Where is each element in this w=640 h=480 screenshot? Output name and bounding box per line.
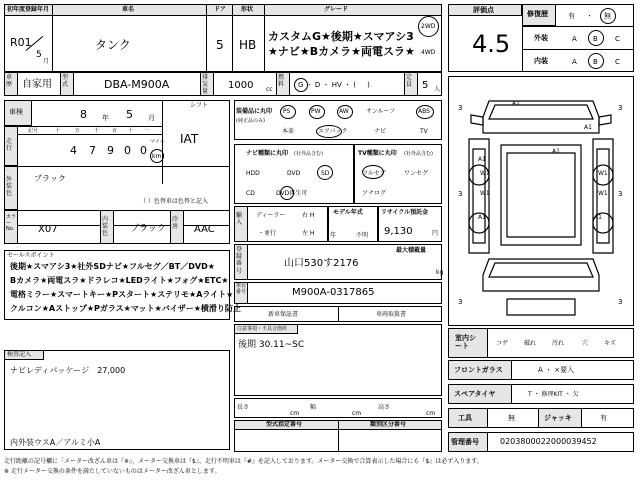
fuel-label: 燃料 (278, 74, 285, 89)
notes-line-1: ナビレディパッケージ 27,000 (10, 366, 126, 375)
mileage-header-ichi: 一 (144, 128, 150, 134)
tv-fullseg: フルセグ (362, 170, 386, 177)
jack-label: ジャッキ (544, 414, 572, 422)
score-value: 4.5 (472, 30, 511, 58)
exterior-note: （ ）色替車は色替と記入 (140, 198, 208, 205)
exterior-grade-a: A (572, 35, 577, 43)
mileage-digit-3: 9 (107, 144, 114, 157)
capacity-unit: 人 (434, 86, 441, 93)
equip-abs: ABS (418, 108, 430, 115)
spare-value: T ・ 修理KIT ・ 欠 (528, 391, 579, 398)
navi-dvd-play: DVD再生可 (276, 190, 308, 197)
drive-4wd: 4WD (421, 49, 436, 56)
dims-section (234, 398, 442, 418)
equip-sunroof: サンルーフ (366, 108, 396, 115)
inspection-month-unit: 月 (148, 114, 155, 122)
usage-label: 車歴 (6, 74, 13, 89)
spare-label: スペアタイヤ (454, 390, 496, 398)
diagram-a1-4: A1 (478, 156, 486, 163)
car-diagram (448, 76, 634, 326)
capacity-value: 5 (422, 80, 429, 91)
registration-label: 登録番号 (236, 246, 243, 275)
mileage-header-sen: 千 (94, 128, 100, 134)
interior-opt-koge: コゲ (496, 340, 509, 347)
displacement-value: 1000 (228, 80, 254, 91)
repair-label: 修復歴 (527, 10, 548, 18)
class-number-label: 類別区分番号 (370, 421, 407, 428)
inspection-year: 8 (80, 108, 87, 121)
equip-aw: AW (339, 108, 349, 115)
manage-no-label: 管理番号 (451, 438, 479, 446)
color-no-label: カラーNo. (6, 214, 17, 232)
mileage-digit-1: 4 (70, 144, 77, 157)
diagram-num-3: 3 (458, 190, 463, 198)
chassis-value: M900A-0317865 (292, 287, 375, 298)
import-left: 左 H (302, 230, 315, 237)
sales-line-2: Bカメラ★両電スラ★ドラレコ★LEDライト★フォグ★ETC★ (10, 276, 229, 285)
navi-sd: SD (321, 170, 330, 177)
footer-line-1: 走行距離の記号欄に「メーター改ざん車は『※』、メーター交換車は『$』、走行不明車は『#』を記入しております。メーター交換で合算表示した場合にも『$』は必ず入ります。 (4, 458, 483, 465)
diagram-w1-3: W1 (480, 190, 490, 197)
tv-oneseg: ワンセグ (404, 170, 429, 177)
tv-analog: アナログ (362, 190, 387, 197)
shift-label: シフト (190, 102, 209, 109)
car-name-label: 車名 (122, 6, 135, 13)
shape-value: HB (239, 38, 257, 52)
exterior-grade-c: C (615, 35, 620, 43)
diagram-w1-4: W1 (598, 190, 608, 197)
interior-grade-b: B (593, 58, 598, 66)
equip-airbag: エアバック (318, 128, 348, 135)
model-year-label: モデル年式 (333, 209, 363, 216)
dims-length: 長さ (237, 404, 250, 411)
registration-value: 山口530す2176 (284, 258, 359, 269)
history-line-1: 後期 30.11~SC (238, 340, 305, 350)
mileage-label: 走行 (6, 138, 13, 153)
tv-sub: (社外品含む) (404, 151, 433, 157)
sales-line-1: 後期★スマアシ3★社外SDナビ★フルセグ／BT／DVD★ (10, 262, 215, 271)
interior-opt-yogore: 汚れ (552, 340, 565, 347)
jack-value: 有 (600, 414, 607, 422)
manage-no-value: 0203800022000039452 (500, 437, 597, 446)
shape-label: 形状 (241, 6, 254, 13)
equipment-label: 装備品に丸印 (236, 108, 273, 115)
inspection-month: 5 (126, 108, 133, 121)
navi-sub: (社外品含む) (294, 151, 323, 157)
mileage-header-man: 万 (75, 128, 81, 134)
doors-value: 5 (216, 38, 224, 52)
usage-value: 自家用 (22, 79, 52, 90)
mileage-digit-2: 7 (89, 144, 96, 157)
mileage-unit-mile: マイル (150, 139, 165, 145)
navi-dvd: DVD (287, 170, 301, 177)
interior-grade-a: A (572, 58, 577, 66)
fuel-options: G ・ D ・ HV ・ ( ) (298, 81, 370, 89)
grade-line2: ★ナビ★Bカメラ★両電スラ★ (268, 45, 415, 58)
mileage-digit-4: 0 (124, 144, 131, 157)
diagram-num-4: 3 (618, 190, 623, 198)
grade-line1: カスタムG★後期★スマアシ3 (268, 30, 414, 43)
exterior-label: 外装色 (6, 176, 13, 198)
equipment-sub: (純正品のみ) (236, 118, 265, 124)
inspection-year-unit: 年 (102, 114, 109, 122)
diagram-a1-6: A1 (478, 214, 486, 221)
diagram-w1-1: W1 (480, 170, 490, 177)
inspection-section (4, 100, 230, 226)
color-no-value: X07 (38, 224, 58, 235)
warranty-label-1: 新車保証書 (268, 311, 299, 318)
diagram-w1-2: W1 (598, 170, 608, 177)
mileage-unit-km: km (152, 153, 162, 160)
max-load-label: 最大積載量 (396, 247, 427, 254)
repair-yes: 有 (568, 12, 575, 20)
mileage-header-mark: 記号 (28, 128, 39, 134)
diagram-num-5: 3 (458, 298, 463, 306)
score-label: 評価点 (473, 6, 494, 14)
interior-color-value: ブラック (130, 224, 166, 234)
max-load-unit: kg (436, 269, 444, 276)
model-year-unknown: 不明 (356, 232, 369, 239)
interior-color-label: 内装色 (102, 216, 109, 238)
dims-width: 幅 (310, 404, 317, 411)
equip-tv: TV (420, 128, 428, 135)
capacity-label: 定員 (406, 74, 413, 89)
interior-opt-kizu: キズ (604, 340, 616, 347)
mileage-digit-5: 0 (140, 144, 147, 157)
inspection-label: 車検 (9, 108, 23, 116)
interior-grade-label: 内装 (534, 57, 548, 65)
sales-points-label: セールスポイント (7, 252, 55, 259)
reg-month: 5 (36, 50, 42, 60)
navi-hdd: HDD (246, 170, 260, 177)
import-right: 右 H (302, 212, 315, 219)
dims-width-unit: cm (352, 410, 362, 417)
mileage-header-hyaku: 百 (112, 128, 118, 134)
reg-month-unit: 月 (43, 58, 50, 65)
recycle-unit: 円 (432, 230, 439, 237)
sales-line-3: 電格ミラー★スマートキー★Pスタート★ステリモ★Aライト★ (10, 290, 234, 299)
model-label: 型式 (62, 74, 69, 89)
diagram-num-6: 3 (618, 298, 623, 306)
diagram-a1-2: A1 (584, 124, 592, 131)
interior-grade-c: C (615, 58, 620, 66)
model-year-unit: 年 (330, 232, 337, 239)
equip-pw: PW (311, 108, 321, 115)
dims-height: 高さ (378, 404, 391, 411)
diagram-num-2: 3 (618, 104, 623, 112)
notes-section (4, 350, 230, 450)
equip-leather: 本革 (282, 128, 295, 135)
interior-opt-yabure: 破れ (524, 340, 537, 347)
notes-label: 検査記入 (7, 351, 32, 358)
exterior-grade-label: 外装 (534, 34, 548, 42)
repair-no: 無 (604, 12, 611, 20)
navi-label: ナビ種類に丸印 (246, 150, 289, 157)
tools-value: 無 (508, 414, 515, 422)
sales-line-4: クルコン★Aストップ★Pガラス★マット★バイザー★横滑り防止 (10, 304, 241, 313)
navi-cd: CD (246, 190, 255, 197)
warranty-label-2: 車両取扱書 (376, 311, 407, 318)
import-parallel: ・並行 (258, 230, 277, 237)
diagram-a1-3: A1 (552, 148, 560, 155)
interior-sheet-label: 室内シート (455, 334, 476, 351)
front-glass-value: A ・ ×要入 (538, 366, 575, 374)
diagram-num-1: 3 (458, 104, 463, 112)
model-number-label: 型式指定番号 (266, 421, 303, 428)
equip-navi: ナビ (374, 128, 387, 135)
ac-label: 冷房 (172, 216, 179, 231)
drive-2wd: 2WD (421, 23, 436, 30)
exterior-grade-b: B (593, 35, 598, 43)
mileage-header-10man: 十 (55, 128, 61, 134)
reg-era-year: R01 (10, 36, 32, 49)
footer-line-2: ※ 走行メーター交換の条件を満たしていないものはメーター改ざん車とします。 (4, 468, 221, 475)
shift-value: IAT (180, 132, 199, 146)
chassis-label: 車台番号 (236, 283, 247, 295)
import-label: 輸入 (236, 212, 243, 227)
notes-line-2: 内外装ウスA／アルミ小A (10, 438, 101, 447)
reg-year-label: 初年度登録年月 (7, 6, 50, 13)
tools-label: 工具 (458, 414, 472, 422)
tv-label: TV種類に丸印 (358, 150, 397, 157)
grade-label: グレード (324, 6, 349, 13)
history-section (234, 324, 442, 396)
recycle-value: 9,130 (384, 226, 413, 237)
exterior-color: ブラック (34, 174, 66, 183)
doors-label: ドア (214, 6, 226, 13)
equip-ps: PS (283, 108, 291, 115)
dims-length-unit: cm (290, 410, 300, 417)
displacement-label: 排気量 (202, 74, 209, 96)
ac-value: AAC (194, 224, 215, 235)
import-dealer: ディーラー (256, 212, 286, 219)
diagram-a1-1: A1 (512, 100, 520, 107)
history-label: 注意事項・不具合箇所 (237, 326, 288, 332)
front-glass-label: フロントガラス (454, 366, 503, 374)
dims-height-unit: cm (426, 410, 436, 417)
diagram-a1-5: A1 (594, 214, 602, 221)
recycle-label: リサイクル預託金 (381, 209, 429, 216)
model-value: DBA-M900A (104, 78, 170, 91)
interior-opt-ana: 穴 (582, 340, 589, 347)
car-name: タンク (95, 38, 131, 52)
repair-sep: ・ (586, 12, 593, 20)
cc-unit: cc (266, 86, 273, 93)
mileage-header-juu: 十 (128, 128, 134, 134)
